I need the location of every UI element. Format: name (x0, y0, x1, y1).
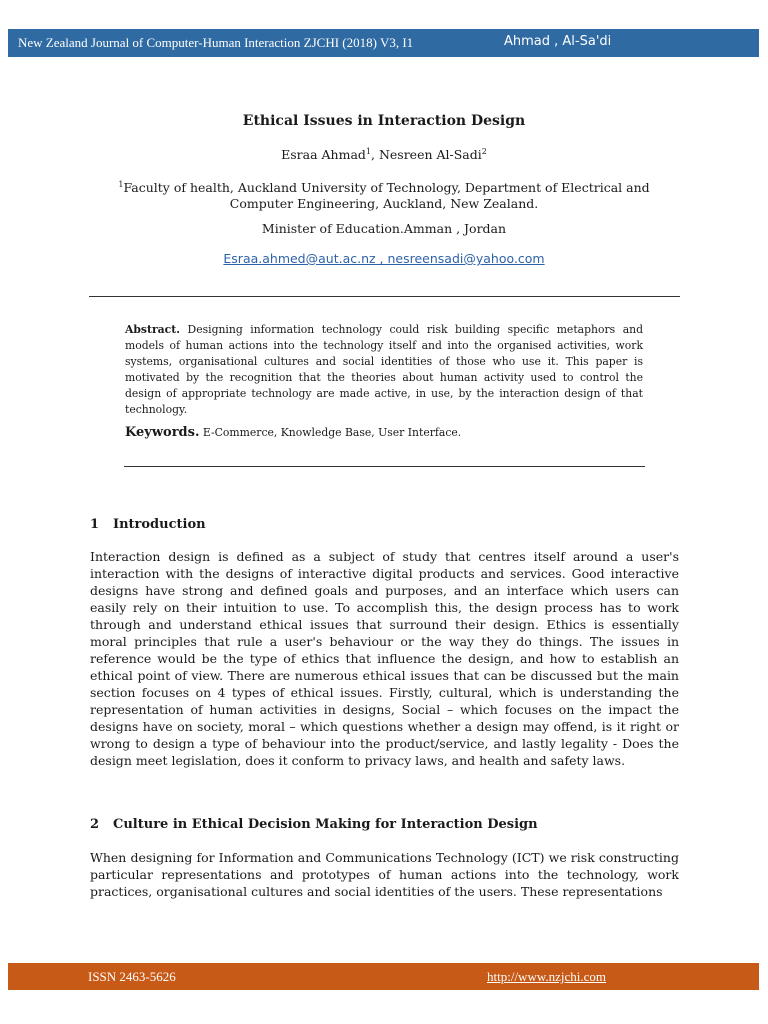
journal-header-bar (8, 29, 759, 57)
abstract-label: Abstract. (125, 323, 180, 336)
divider-top (89, 296, 680, 297)
culture-paragraph: When designing for Information and Communications Technology (ICT) we risk constructing particular representations and prototypes of human actions into the technology, work practices, organisational cultures and social identities of the users. These representations (90, 850, 679, 899)
affiliation-text: Faculty of health, Auckland University of Technology, Department of Electrical and Computer Engineering, Auckland, New Zealand. (123, 180, 650, 212)
affiliation-marker: 1 (118, 180, 124, 189)
author-name: Esraa Ahmad (281, 147, 366, 163)
section-number: 2 (90, 817, 100, 832)
affiliation-marker: 1 (365, 147, 371, 156)
section-title: Introduction (113, 517, 206, 532)
keywords-label: Keywords. (125, 425, 200, 440)
section-title: Culture in Ethical Decision Making for Interaction Design (113, 817, 538, 832)
abstract (125, 322, 643, 417)
introduction-paragraph: Interaction design is defined as a subject of study that centres itself around a user's interaction with the designs of interactive digital products and services. Good interactive designs have strong and defined goals and purposes, and an interface which users can easily rely on their intuition to use. To accomplish this, the design process has to work through and understand ethical issues that surround their design. Ethics is essentially moral principles that rule a user's behaviour or the way they do things. The issues in reference would be the type of ethics that influence the design, and how to establish an ethical point of view. There are numerous ethical issues that can be discussed but the main section focuses on 4 types of ethical issues. Firstly, cultural, which is understanding the representation of human activities in designs, Social – which focuses on the impact the designs have on society, moral – which questions whether a design may offend, is it right or wrong to design a type of behaviour into the product/service, and lastly legality - Does the design meet legislation, does it conform to privacy laws, and health and safety laws. (90, 549, 679, 768)
author-name: , Nesreen Al-Sadi (371, 147, 482, 163)
affiliation (100, 177, 668, 212)
second-affiliation: Minister of Education.Amman , Jordan (261, 221, 507, 236)
keywords (125, 425, 643, 440)
author-emails-link[interactable]: Esraa.ahmed@aut.ac.nz , nesreensadi@yahoo.com (223, 251, 545, 266)
abstract-text: Designing information technology could risk building specific metaphors and models of human actions into the technology itself and into the organised activities, work systems, organisational cultures and social identities of those who use it. This paper is motivated by the recognition that the theories about human activity used to control the design of appropriate technology are made active, in use, by the interaction design of that technology. (125, 323, 643, 416)
affiliation-marker: 2 (481, 147, 487, 156)
section-number: 1 (90, 517, 100, 532)
paper-title: Ethical Issues in Interaction Design (242, 113, 526, 129)
issn: ISSN 2463-5626 (88, 969, 176, 984)
section-heading-culture (90, 817, 538, 832)
journal-url-link[interactable]: http://www.nzjchi.com (487, 969, 607, 984)
keywords-text: E-Commerce, Knowledge Base, User Interface. (202, 426, 462, 439)
journal-footer-bar (8, 963, 759, 990)
journal-name: New Zealand Journal of Computer-Human Interaction ZJCHI (2018) V3, I1 (18, 35, 414, 50)
author-list (0, 147, 768, 162)
divider-bottom (124, 466, 645, 467)
section-heading-introduction (90, 517, 206, 532)
running-authors: Ahmad , Al-Sa'di (504, 34, 612, 49)
